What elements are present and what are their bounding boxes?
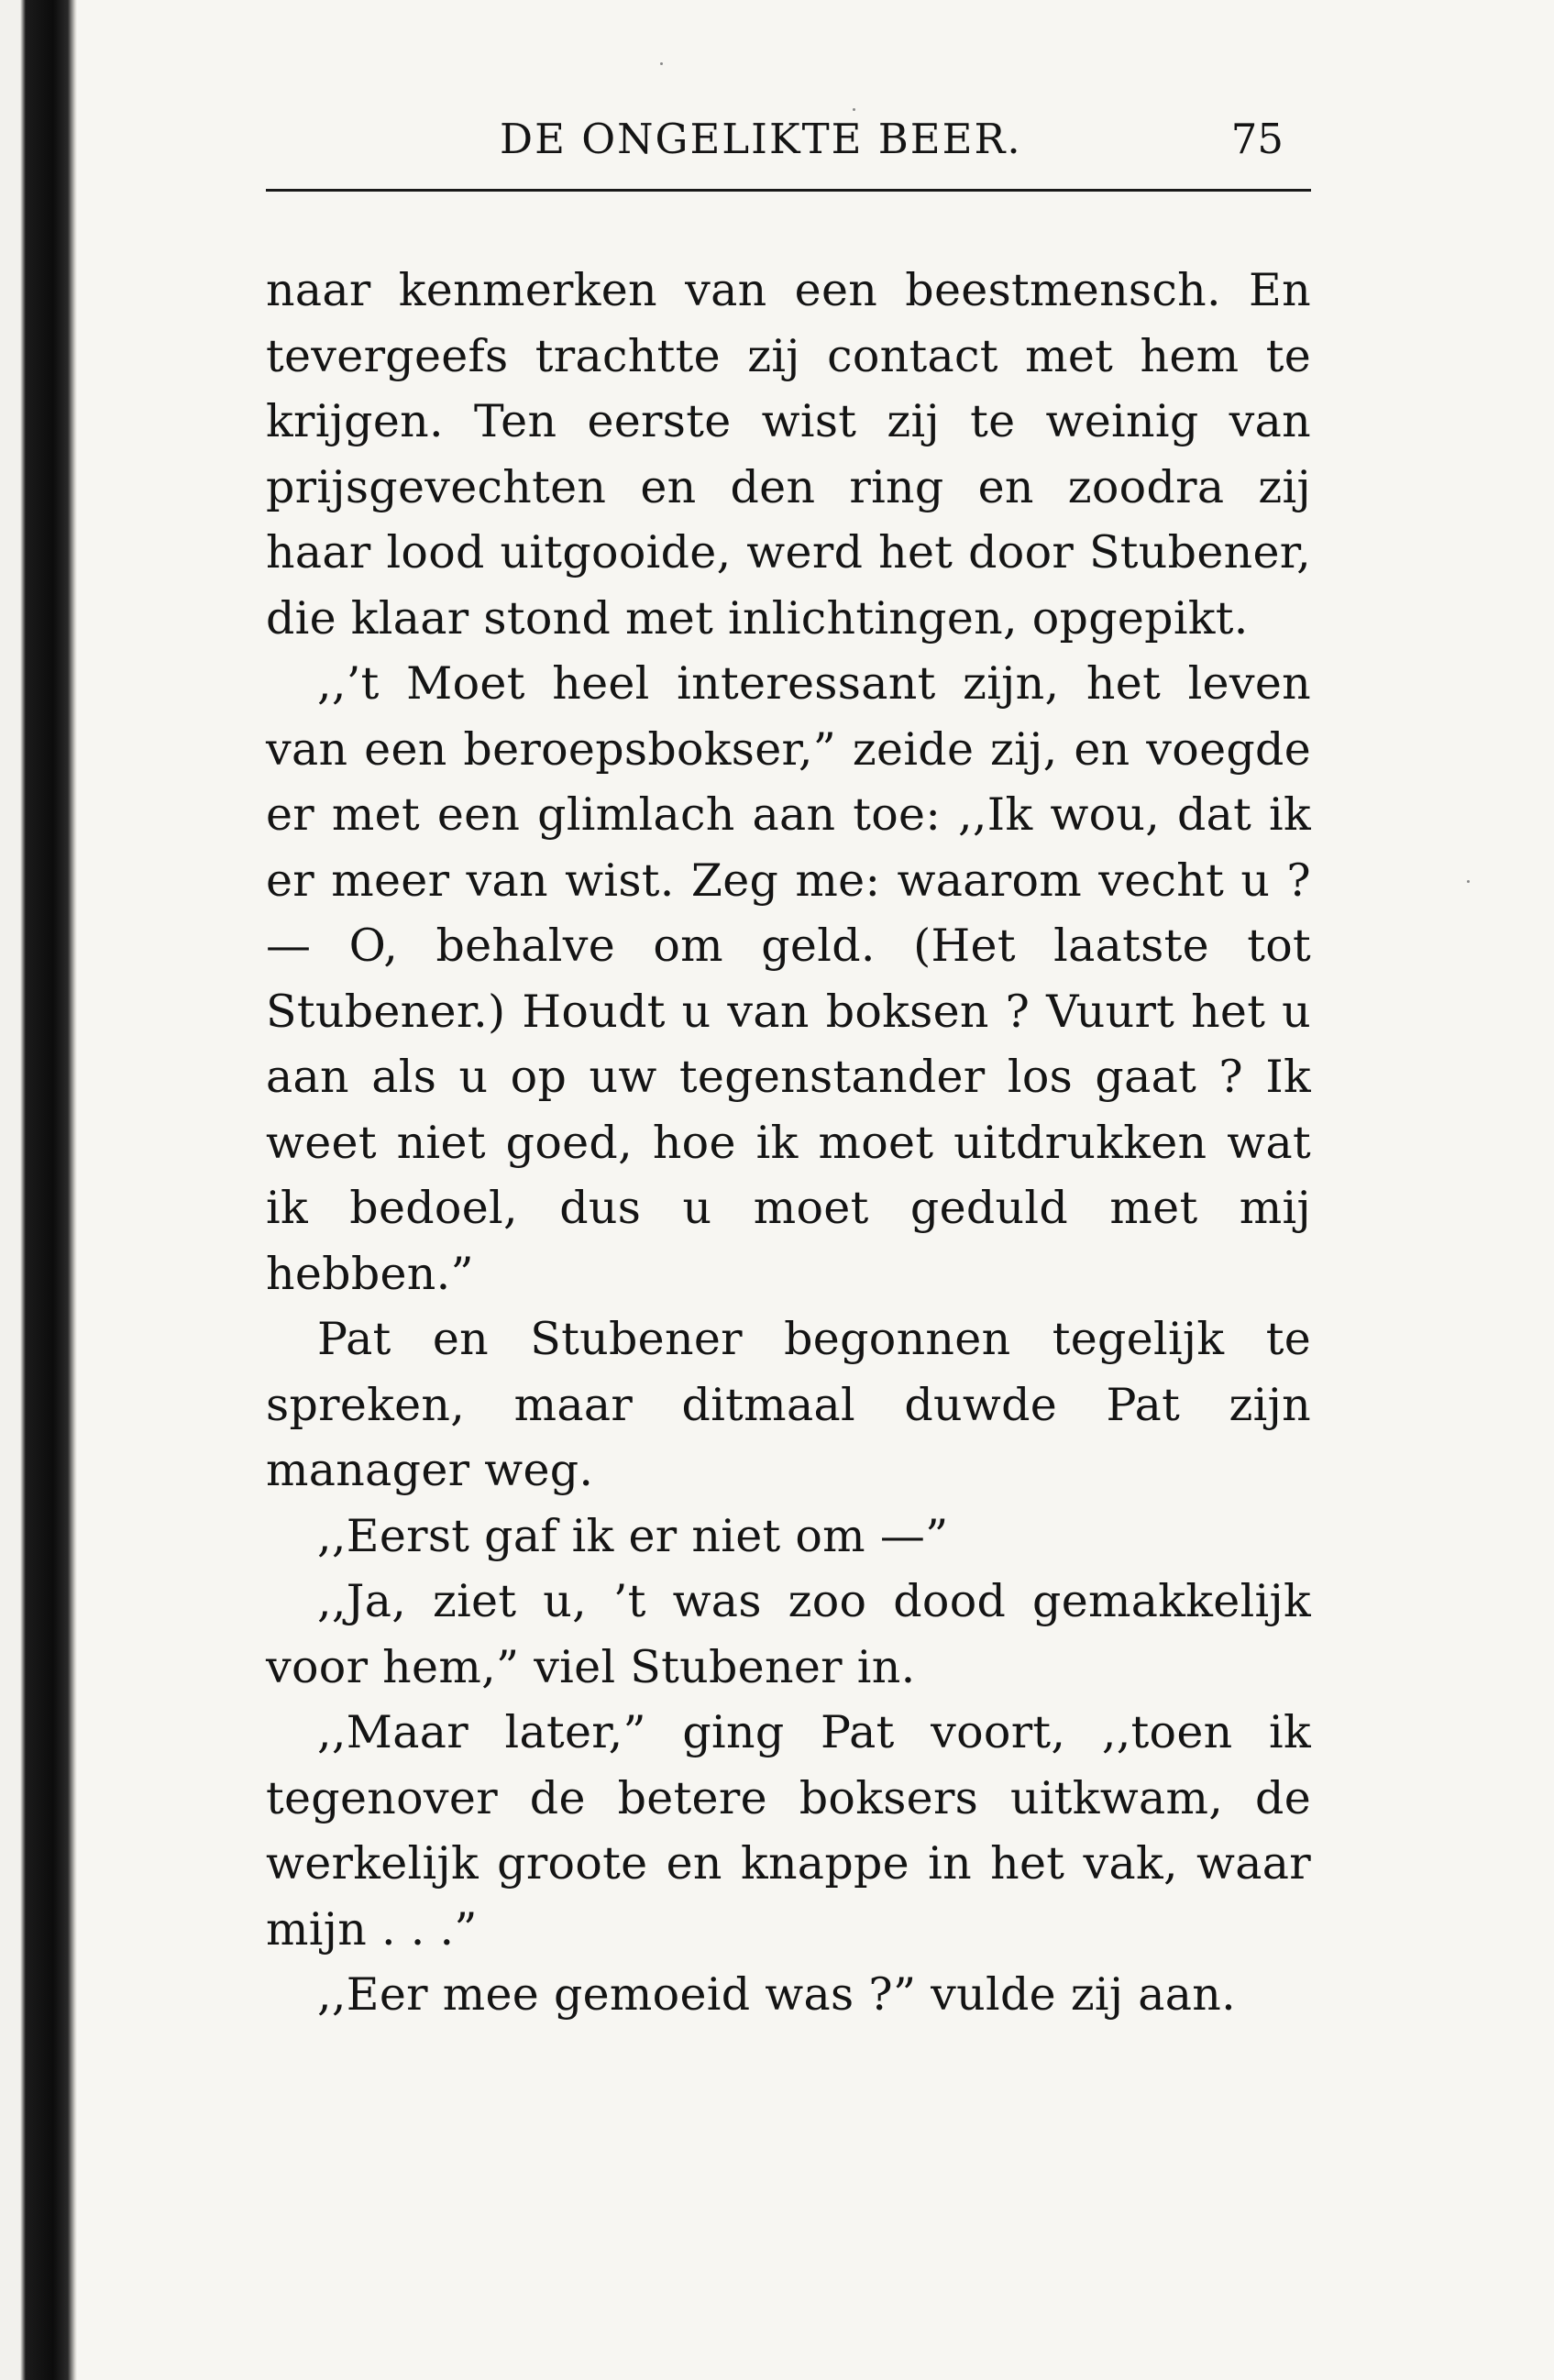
paragraph: ,,Eerst gaf ik er niet om —” bbox=[317, 1509, 949, 1562]
paragraph: ,,Eer mee gemoeid was ?” vulde zij aan. bbox=[317, 1968, 1237, 2021]
page-number: 75 bbox=[1230, 115, 1284, 163]
running-title: DE ONGELIKTE BEER. bbox=[500, 115, 1022, 163]
book-page bbox=[266, 110, 1311, 2028]
paragraph: Pat en Stubener begonnen tegelijk te spreken, maar ditmaal duwde Pat zijn manager weg. bbox=[266, 1313, 1311, 1496]
running-header bbox=[266, 110, 1311, 192]
paragraph: ,,Maar later,” ging Pat voort, ,,toen ik tegenover de betere boksers uitkwam, de werkelijk groote en knappe in het vak, waar mijn . . .” bbox=[266, 1706, 1311, 1956]
paper-speck bbox=[1467, 880, 1470, 883]
paragraph: ,,’t Moet heel interessant zijn, het leven van een beroepsbokser,” zeide zij, en voegde er met een glimlach aan toe: ,,Ik wou, dat ik er meer van wist. Zeg me: waarom vecht u ? — O, behalve om geld. (Het laatste tot Stubener.) Houdt u van boksen ? Vuurt het u aan als u op uw tegenstander los gaat ? Ik weet niet goed, hoe ik moet uitdrukken wat ik bedoel, dus u moet geduld met mij hebben.” bbox=[266, 657, 1311, 1300]
paper-speck bbox=[660, 62, 663, 65]
paragraph: naar kenmerken van een beestmensch. En tevergeefs trachtte zij contact met hem te krijgen. Ten eerste wist zij te weinig van prijsgevechten en den ring en zoodra zij haar lood uitgooide, werd het door Stubener, die klaar stond met inlichtingen, opgepikt. bbox=[266, 264, 1311, 645]
paragraph: ,,Ja, ziet u, ’t was zoo dood gemakkelijk voor hem,” viel Stubener in. bbox=[266, 1575, 1311, 1693]
body-text bbox=[266, 258, 1311, 2028]
book-binding-edge bbox=[0, 0, 77, 2380]
